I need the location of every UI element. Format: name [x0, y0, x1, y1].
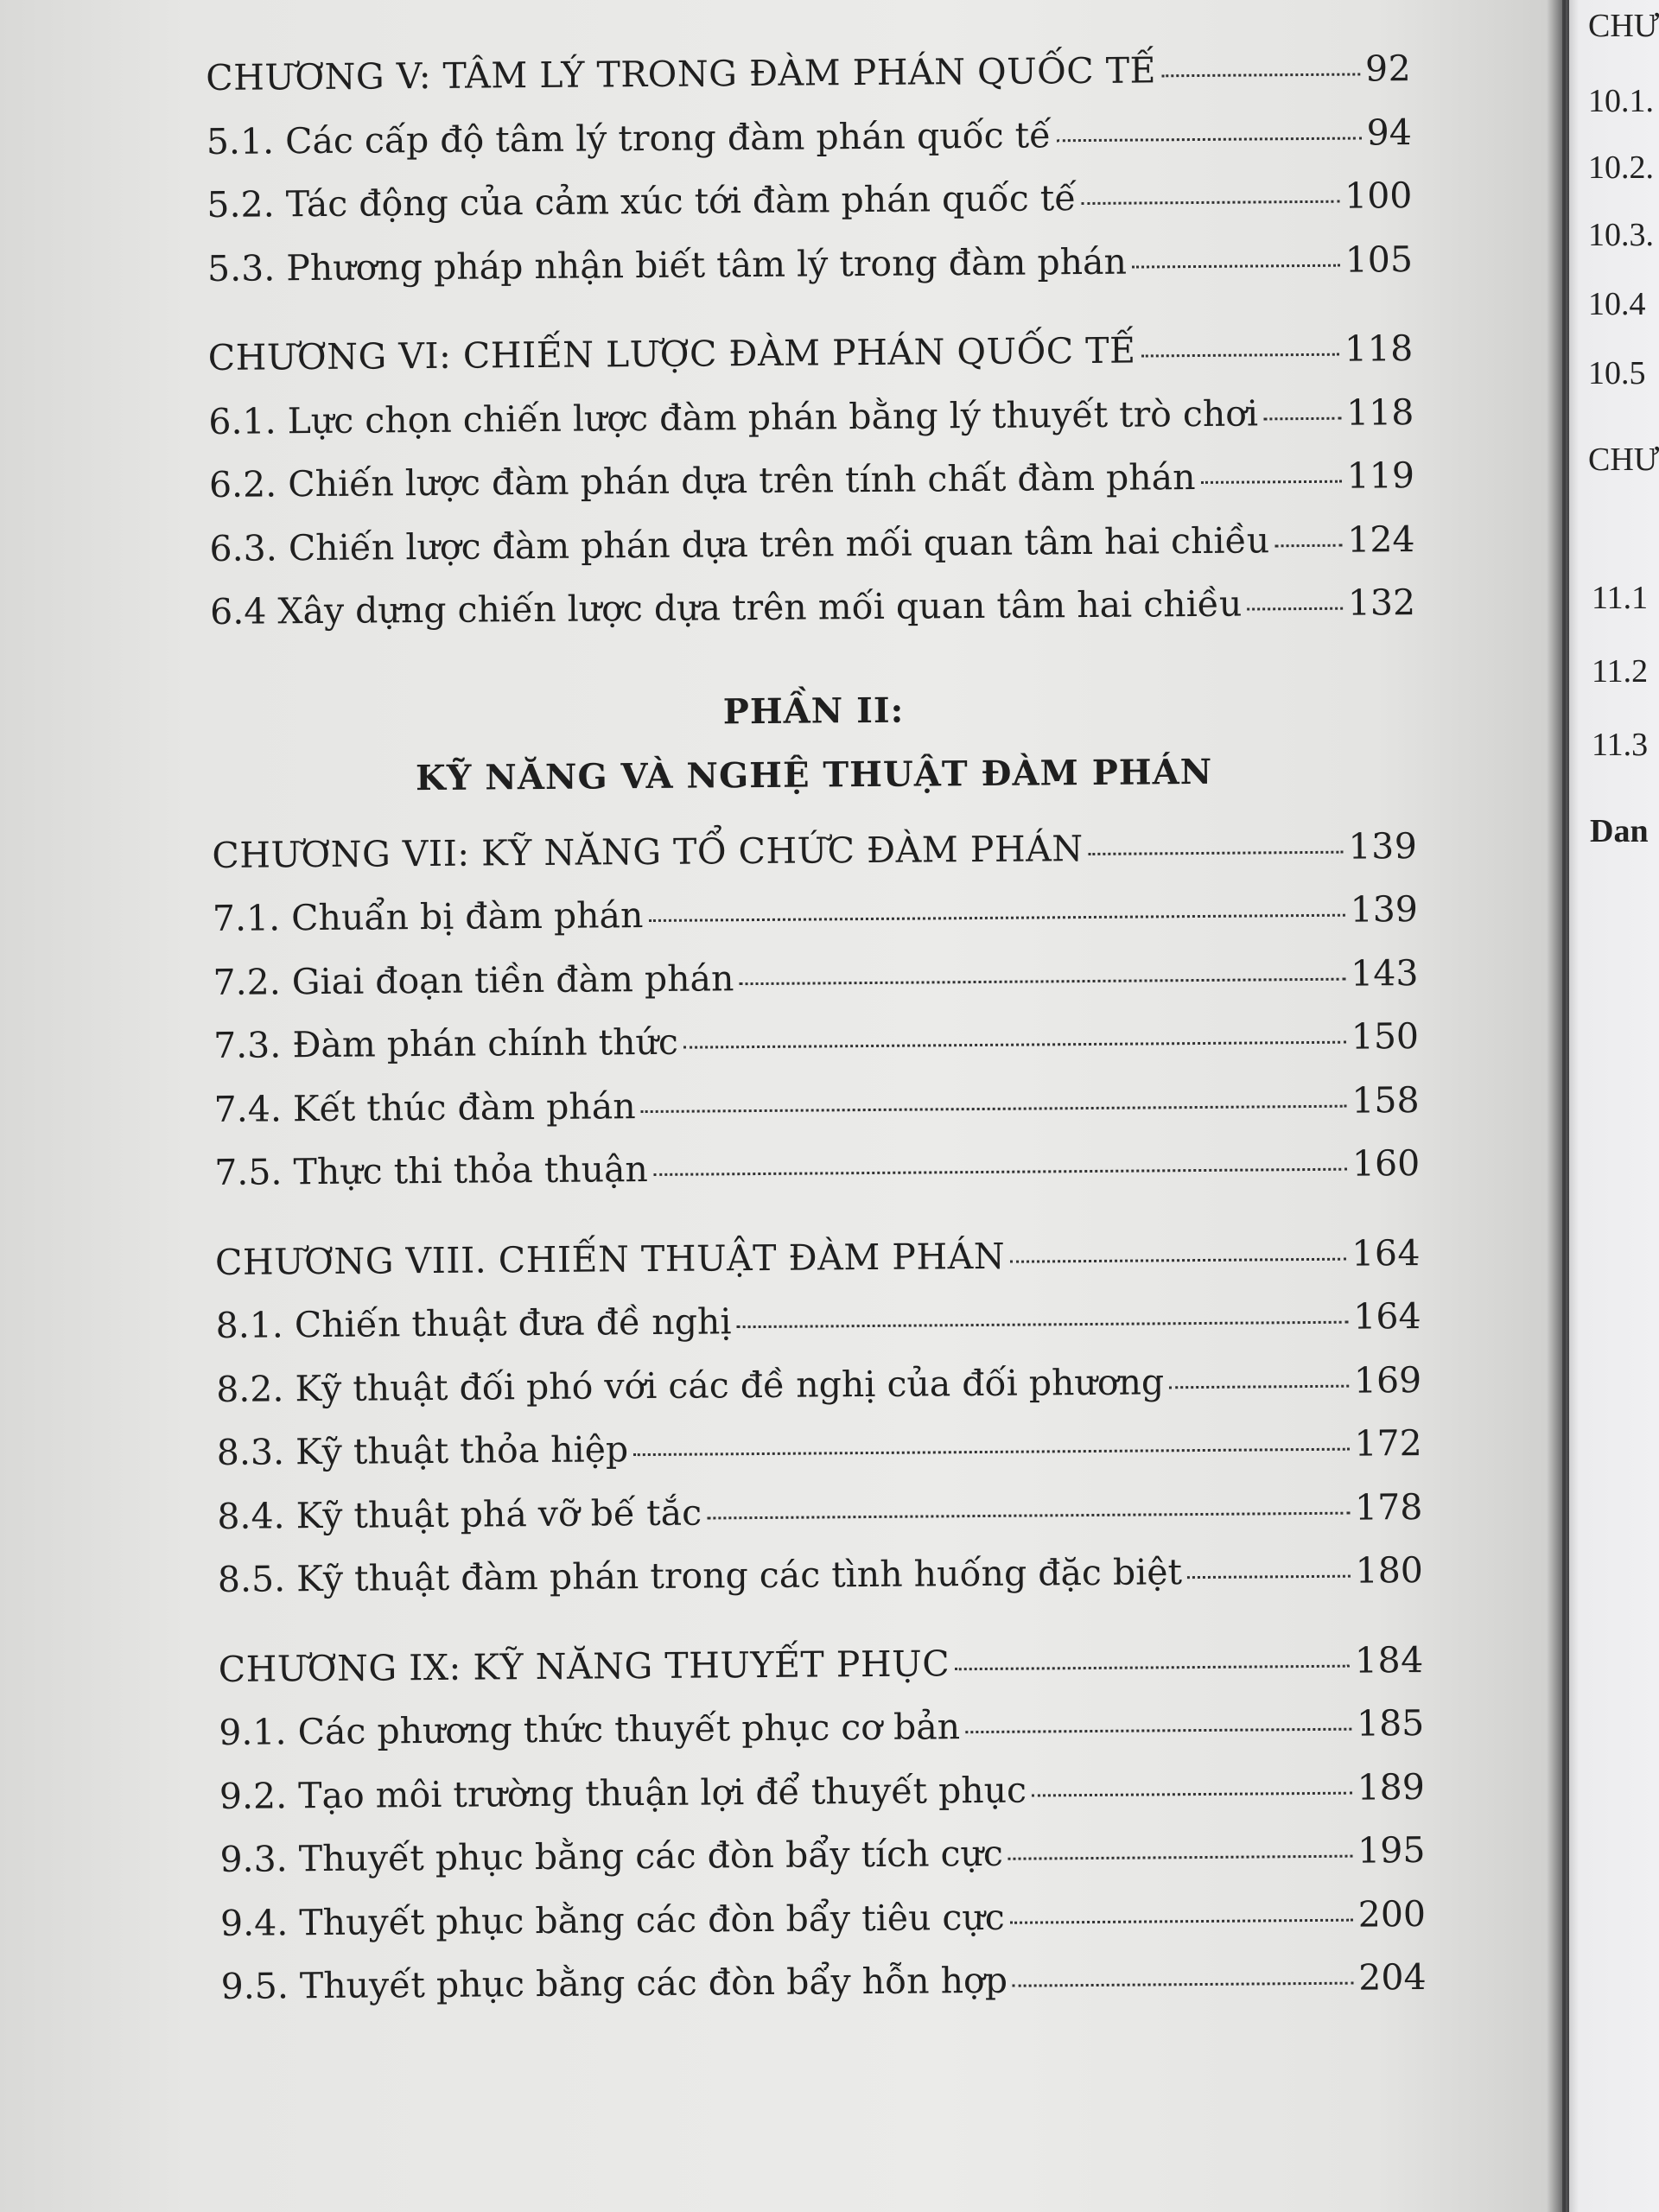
toc-entry-page-number: 164 [1353, 1294, 1421, 1338]
dot-leader [955, 1663, 1350, 1670]
part-heading: KỸ NĂNG VÀ NGHỆ THUẬT ĐÀM PHÁN [415, 751, 1213, 798]
dot-leader [641, 1103, 1347, 1112]
toc-entry-page-number: 184 [1354, 1638, 1424, 1681]
right-page-fragment: CHƯ [1588, 442, 1659, 478]
toc-entry-title: 9.1. Các phương thức thuyết phục cơ bản [219, 1706, 961, 1753]
toc-entry-page-number: 185 [1356, 1701, 1425, 1745]
toc-entry-page-number: 143 [1351, 951, 1419, 995]
dot-leader [1132, 263, 1340, 268]
toc-section-entry [207, 164, 1413, 237]
toc-entry-title: 9.4. Thuyết phục bằng các đòn bẩy tiêu cực [219, 1896, 1005, 1944]
toc-entry-title: 6.1. Lực chọn chiến lược đàm phán bằng lý thuyết trò chơi [208, 391, 1259, 442]
toc-entry-page-number: 164 [1351, 1231, 1421, 1274]
right-page-fragment: 10.1. [1588, 83, 1654, 119]
dot-leader [653, 1167, 1347, 1176]
toc-entry-page-number: 160 [1351, 1142, 1421, 1185]
toc-entry-page-number: 172 [1354, 1421, 1422, 1465]
toc-section-entry [207, 101, 1413, 174]
toc-entry-page-number: 132 [1347, 582, 1416, 624]
toc-chapter-entry [206, 37, 1412, 110]
dot-leader [1247, 607, 1343, 611]
right-page-fragment: 10.3. [1588, 217, 1654, 253]
toc-entry-title: 8.3. Kỹ thuật thỏa hiệp [216, 1428, 629, 1473]
dot-leader [965, 1727, 1351, 1734]
toc-entry-page-number: 150 [1351, 1015, 1420, 1058]
right-page-fragment: 10.5 [1588, 355, 1646, 391]
toc-section-entry [215, 1285, 1421, 1357]
part-heading: PHẦN II: [722, 690, 905, 732]
toc-section-entry [213, 1069, 1420, 1141]
right-page-fragment: 10.2. [1588, 149, 1654, 186]
toc-entry-title: 9.5. Thuyết phục bằng các đòn bẩy hỗn hợp [220, 1959, 1008, 2007]
toc-chapter-entry [215, 1222, 1421, 1294]
right-page-fragment: Dan [1590, 813, 1649, 849]
toc-section-entry [207, 228, 1414, 301]
dot-leader [737, 1320, 1349, 1329]
toc-entry-title: 9.2. Tạo môi trường thuận lợi để thuyết phục [219, 1769, 1027, 1817]
dot-leader [707, 1510, 1350, 1519]
toc-entry-page-number: 118 [1344, 327, 1414, 370]
toc-entry-title: CHƯƠNG V: TÂM LÝ TRONG ĐÀM PHÁN QUỐC TẾ [206, 49, 1157, 99]
toc-entry-title: 9.3. Thuyết phục bằng các đòn bẩy tích cực [219, 1832, 1004, 1880]
toc-entry-page-number: 139 [1350, 888, 1419, 931]
dot-leader [1010, 1256, 1346, 1262]
toc-section-entry [218, 1539, 1424, 1611]
toc-entry-page-number: 204 [1358, 1955, 1427, 1999]
toc-entry-page-number: 105 [1344, 238, 1414, 281]
table-of-contents [206, 37, 1427, 2018]
toc-chapter-entry [208, 317, 1414, 390]
toc-section-entry [216, 1348, 1422, 1421]
toc-entry-page-number: 195 [1357, 1828, 1426, 1872]
right-page-fragment: CHƯ [1588, 8, 1659, 44]
dot-leader [1081, 200, 1339, 205]
toc-section-entry [220, 1946, 1427, 2018]
toc-entry-page-number: 139 [1348, 824, 1418, 868]
toc-entry-title: 7.3. Đàm phán chính thức [213, 1020, 679, 1066]
dot-leader [648, 913, 1344, 922]
toc-entry-title: 8.5. Kỹ thuật đàm phán trong các tình huống đặc biệt [217, 1551, 1183, 1600]
right-page [1566, 0, 1659, 2212]
toc-entry-title: 6.2. Chiến lược đàm phán dựa trên tính chất đàm phán [208, 456, 1196, 505]
dot-leader [1056, 136, 1361, 142]
toc-entry-page-number: 100 [1344, 175, 1413, 217]
toc-entry-title: CHƯƠNG VIII. CHIẾN THUẬT ĐÀM PHÁN [214, 1235, 1006, 1283]
right-page-fragment: 11.3 [1592, 727, 1649, 763]
toc-section-entry [220, 1882, 1427, 1955]
toc-entry-title: 5.1. Các cấp độ tâm lý trong đàm phán quốc tế [206, 113, 1052, 162]
toc-section-entry [214, 1132, 1421, 1205]
toc-section-entry [209, 444, 1415, 517]
toc-entry-page-number: 158 [1351, 1078, 1420, 1122]
toc-section-entry [210, 571, 1416, 644]
dot-leader [1201, 480, 1342, 484]
dot-leader [1089, 849, 1344, 855]
toc-section-entry [213, 878, 1419, 950]
toc-entry-title: 7.4. Kết thúc đàm phán [213, 1084, 636, 1130]
dot-leader [1141, 353, 1339, 358]
toc-entry-title: 5.3. Phương pháp nhận biết tâm lý trong đàm phán [207, 240, 1128, 289]
toc-entry-title: 8.4. Kỹ thuật phá vỡ bế tắc [217, 1491, 702, 1537]
toc-section-entry [208, 381, 1414, 454]
toc-entry-title: 8.2. Kỹ thuật đối phó với các đề nghị của đối phương [216, 1360, 1165, 1410]
right-page-fragment: 10.4 [1588, 286, 1646, 322]
toc-entry-title: CHƯƠNG VII: KỸ NĂNG TỔ CHỨC ĐÀM PHÁN [212, 827, 1084, 876]
toc-chapter-entry [218, 1628, 1424, 1700]
dot-leader [1161, 73, 1360, 78]
toc-entry-page-number: 124 [1347, 518, 1415, 561]
right-page-fragment: 11.2 [1592, 653, 1649, 690]
dot-leader [1008, 1854, 1352, 1860]
toc-entry-page-number: 92 [1364, 48, 1412, 90]
dot-leader [1010, 1917, 1353, 1923]
toc-section-entry [217, 1475, 1423, 1548]
toc-entry-page-number: 178 [1354, 1485, 1423, 1529]
toc-section-entry [216, 1412, 1422, 1484]
dot-leader [739, 976, 1345, 985]
dot-leader [1187, 1574, 1351, 1579]
toc-section-entry [219, 1755, 1426, 1827]
toc-entry-page-number: 118 [1345, 391, 1414, 434]
toc-entry-page-number: 169 [1353, 1358, 1422, 1402]
toc-section-entry [209, 508, 1415, 581]
right-page-fragment: 11.1 [1592, 580, 1649, 616]
toc-entry-title: 7.5. Thực thi thỏa thuận [214, 1148, 649, 1193]
dot-leader [633, 1447, 1349, 1457]
toc-entry-page-number: 94 [1366, 111, 1413, 153]
toc-entry-title: CHƯƠNG IX: KỸ NĂNG THUYẾT PHỤC [218, 1642, 950, 1690]
toc-entry-title: 6.3. Chiến lược đàm phán dựa trên mối quan tâm hai chiều [209, 518, 1270, 569]
toc-entry-page-number: 200 [1357, 1892, 1427, 1936]
toc-chapter-entry [212, 815, 1418, 887]
dot-leader [1263, 416, 1341, 420]
toc-entry-title: 6.4 Xây dựng chiến lược dựa trên mối quan tâm hai chiều [209, 582, 1243, 632]
toc-entry-page-number: 180 [1355, 1548, 1424, 1592]
toc-section-entry [213, 1005, 1420, 1077]
toc-entry-title: 8.1. Chiến thuật đưa đề nghị [215, 1300, 732, 1346]
toc-entry-page-number: 119 [1346, 454, 1415, 497]
book-gutter-shadow [1547, 0, 1569, 2212]
dot-leader [1013, 1981, 1353, 1987]
dot-leader [1032, 1790, 1352, 1796]
toc-entry-title: 7.2. Giai đoạn tiền đàm phán [213, 957, 734, 1003]
dot-leader [683, 1040, 1346, 1049]
toc-section-entry [219, 1819, 1426, 1891]
toc-entry-title: 5.2. Tác động của cảm xúc tới đàm phán quốc tế [207, 177, 1077, 226]
toc-entry-title: CHƯƠNG VI: CHIẾN LƯỢC ĐÀM PHÁN QUỐC TẾ [207, 329, 1136, 378]
toc-entry-title: 7.1. Chuẩn bị đàm phán [212, 894, 644, 939]
toc-section-entry [213, 942, 1419, 1014]
dot-leader [1169, 1383, 1349, 1389]
toc-section-entry [219, 1692, 1425, 1764]
dot-leader [1274, 543, 1342, 547]
toc-entry-page-number: 189 [1357, 1765, 1426, 1808]
